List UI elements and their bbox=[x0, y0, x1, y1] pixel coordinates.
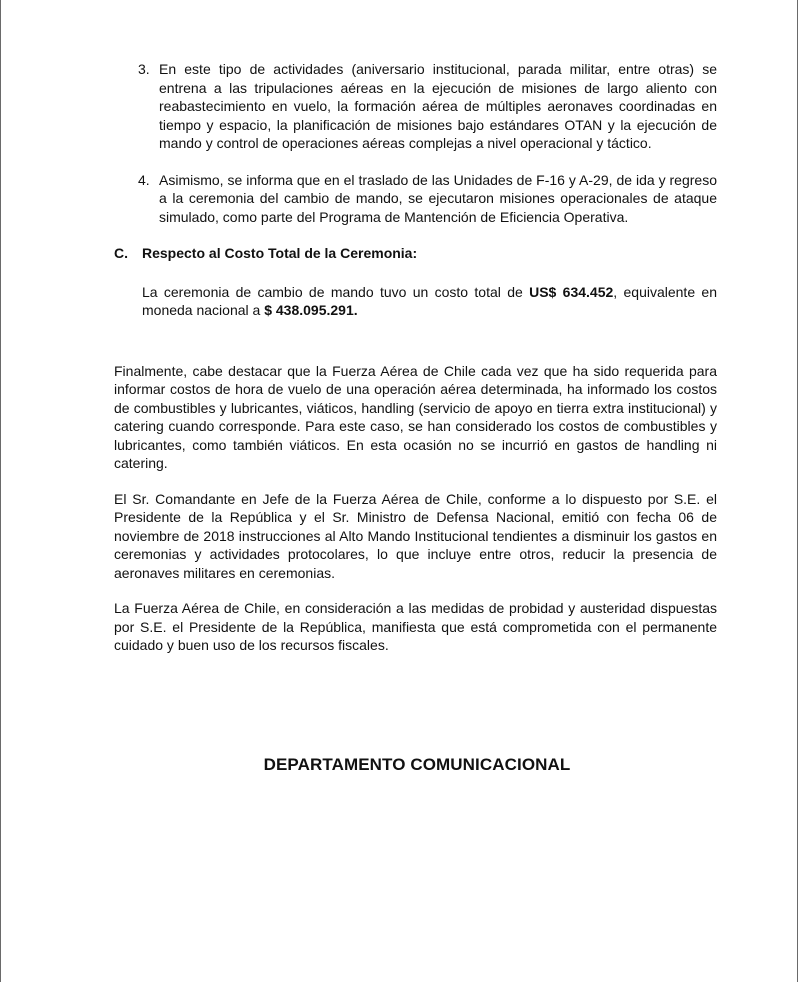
cost-text-before: La ceremonia de cambio de mando tuvo un costo total de bbox=[142, 283, 530, 300]
clp-amount: $ 438.095.291. bbox=[264, 302, 358, 318]
signature-department: DEPARTAMENTO COMUNICACIONAL bbox=[263, 755, 571, 774]
list-item-3 bbox=[138, 60, 717, 153]
section-letter: C. bbox=[114, 245, 128, 261]
cost-text-middle: , equivalente en moneda nacional a bbox=[142, 283, 718, 318]
list-item-text: En este tipo de actividades (aniversario institucional, parada militar, entre otras) se entrena a las tripulaciones aéreas en la ejecución de misiones de largo aliento con reabastecimiento en vuelo, la formación aérea de múltiples aeronaves coordinadas en tiempo y espacio, la planificación de misiones bajo estándares OTAN y la ejecución de mando y control de operaciones aéreas complejas a nivel operacional y táctico. bbox=[159, 61, 717, 151]
document-body bbox=[114, 60, 717, 672]
usd-amount: US$ 634.452 bbox=[529, 283, 614, 300]
list-item-text: Asimismo, se informa que en el traslado de las Unidades de F-16 y A-29, de ida y regreso a la ceremonia del cambio de mando, se ejecutaron misiones operacionales de ataque simulado, como parte del Programa de Mantención de Eficiencia Operativa. bbox=[159, 171, 717, 225]
paragraph-comandante: El Sr. Comandante en Jefe de la Fuerza Aérea de Chile, conforme a lo dispuesto por S.E. el Presidente de la República y el Sr. Ministro de Defensa Nacional, emitió con fecha 06 de noviembre de 2018 instrucciones al Alto Mando Institucional tendientes a disminuir los gastos en ceremonias y actividades protocolares, lo que incluye entre otros, reducir la presencia de aeronaves militares en ceremonias. bbox=[114, 490, 717, 581]
total-cost-paragraph bbox=[142, 283, 717, 320]
list-item-number: 3. bbox=[138, 61, 150, 77]
paragraph-finalmente: Finalmente, cabe destacar que la Fuerza Aérea de Chile cada vez que ha sido requerida para informar costos de hora de vuelo de una operación aérea determinada, ha informado los costos de combustibles y lubricantes, viáticos, handling (servicio de apoyo en tierra extra institucional) y catering cuando corresponde. Para este caso, se han considerado los costos de combustibles y lubricantes, como también viáticos. En esta ocasión no se incurrió en gastos de handling ni catering. bbox=[114, 362, 717, 471]
list-item-4 bbox=[138, 171, 717, 227]
paragraph-austeridad: La Fuerza Aérea de Chile, en consideración a las medidas de probidad y austeridad dispuestas por S.E. el Presidente de la República, manifiesta que está comprometida con el permanente cuidado y buen uso de los recursos fiscales. bbox=[114, 600, 717, 653]
list-item-number: 4. bbox=[138, 171, 150, 188]
section-c-heading bbox=[114, 244, 717, 263]
section-heading-text: Respecto al Costo Total de la Ceremonia: bbox=[142, 245, 418, 261]
